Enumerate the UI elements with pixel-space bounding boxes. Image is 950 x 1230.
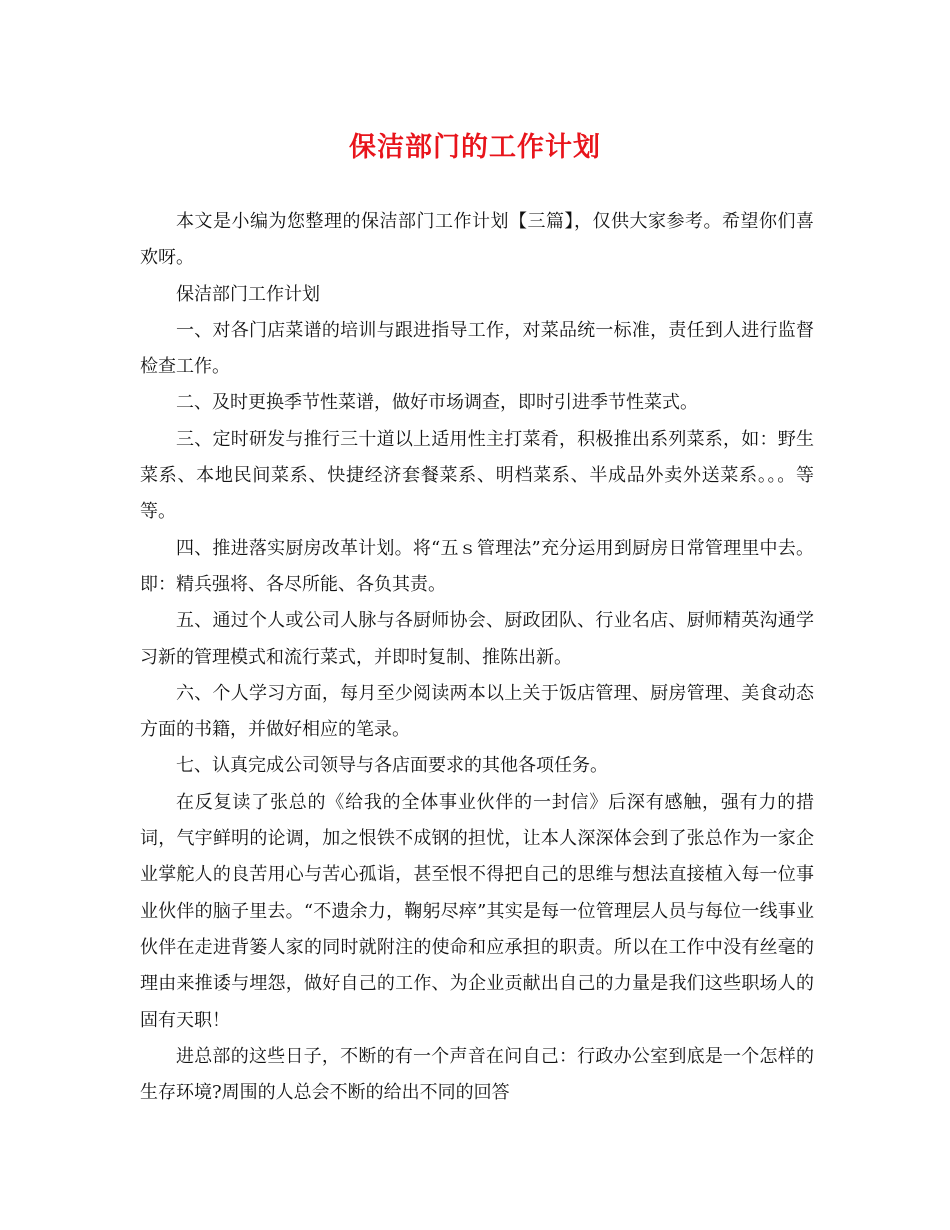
paragraph-intro: 本文是小编为您整理的保洁部门工作计划【三篇】，仅供大家参考。希望你们喜欢呀。: [140, 211, 814, 269]
document-body: [140, 204, 814, 1111]
paragraph-item-7: 七、认真完成公司领导与各店面要求的其他各项任务。: [176, 755, 608, 777]
paragraph-closing: 进总部的这些日子，不断的有一个声音在问自己：行政办公室到底是一个怎样的生存环境?周围的人总会不断的给出不同的回答: [140, 1045, 814, 1104]
paragraph-item-2: 二、及时更换季节性菜谱，做好市场调查，即时引进季节性菜式。: [176, 392, 698, 414]
paragraph-item-5: 五、通过个人或公司人脉与各厨师协会、厨政团队、行业名店、厨师精英沟通学习新的管理模式和流行菜式，并即时复制、推陈出新。: [140, 610, 814, 668]
paragraph-reflection: 在反复读了张总的《给我的全体事业伙伴的一封信》后深有感触，强有力的措词，气宇鲜明的论调，加之恨铁不成钢的担忧，让本人深深体会到了张总作为一家企业掌舵人的良苦用心与苦心孤诣，甚至恨不得把自己的思维与想法直接植入每一位事业伙伴的脑子里去。“不遗余力，鞠躬尽瘁”其实是每一位管理层人员与每位一线事业伙伴在走进背篓人家的同时就附注的使命和应承担的职责。所以在工作中没有丝毫的理由来推诿与埋怨，做好自己的工作、为企业贡献出自己的力量是我们这些职场人的固有天职！: [140, 791, 814, 1031]
document-title: 保洁部门的工作计划: [349, 132, 601, 163]
paragraph-item-6: 六、个人学习方面，每月至少阅读两本以上关于饭店管理、厨房管理、美食动态方面的书籍，并做好相应的笔录。: [140, 682, 814, 741]
paragraph-section-heading: 保洁部门工作计划: [176, 283, 320, 305]
paragraph-item-1: 一、对各门店菜谱的培训与跟进指导工作，对菜品统一标准，责任到人进行监督检查工作。: [140, 319, 814, 378]
paragraph-item-3: 三、定时研发与推行三十道以上适用性主打菜肴，积极推出系列菜系，如：野生菜系、本地民间菜系、快捷经济套餐菜系、明档菜系、半成品外卖外送菜系。。。等等。: [140, 428, 814, 523]
paragraph-item-4: 四、推进落实厨房改革计划。将“五ｓ管理法”充分运用到厨房日常管理里中去。即：精兵强将、各尽所能、各负其责。: [140, 537, 814, 595]
